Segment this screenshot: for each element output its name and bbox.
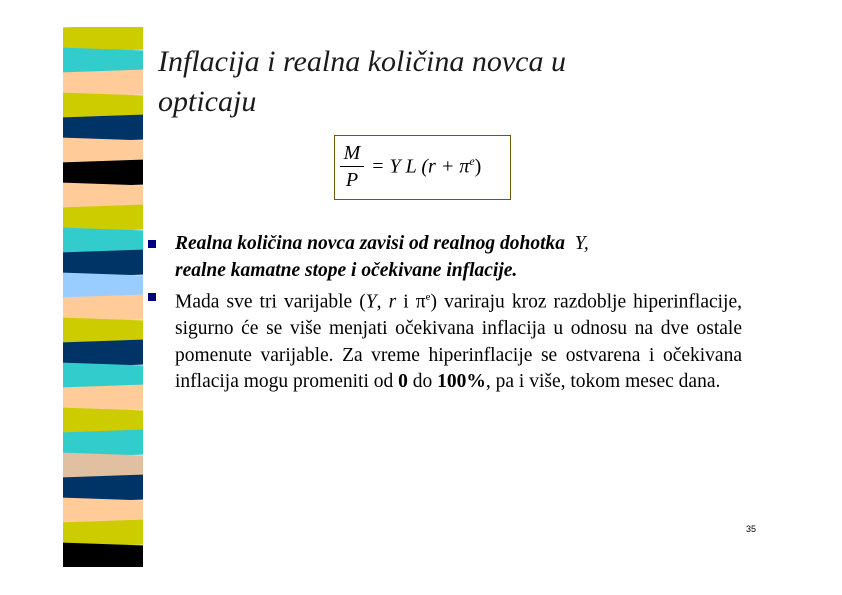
formula-denominator: P xyxy=(345,169,359,191)
formula-fraction xyxy=(340,142,364,191)
decorative-stripe-bar xyxy=(63,27,143,567)
bullet-item-1: Realna količina novca zavisi od realnog dohotka Y, realne kamatne stope i očekivane inflacije. xyxy=(148,231,742,284)
formula-box xyxy=(334,135,511,200)
page-number: 35 xyxy=(746,524,757,534)
formula-rhs: = Y L $(r + \pi^e)$ xyxy=(371,154,482,178)
stripe-band xyxy=(63,542,143,567)
fraction-bar xyxy=(340,166,364,167)
square-bullet-icon xyxy=(148,240,156,248)
bullet-item-2: Mada sve tri varijable (Y, r i $\pi^e$) variraju kroz razdoblje hiperinflacije, sigurno će se više menjati očekivana inflacija u odnosu na dve ostale pomenute varijable. Za vreme hiperinflacije se ostvarena i očekivana inflacija mogu promeniti od 0 do 100%, pa i više, tokom mesec dana. xyxy=(148,284,742,396)
slide-title: Inflacija i realna količina novca u opticaju xyxy=(158,45,566,118)
formula-numerator: M xyxy=(343,142,361,164)
square-bullet-icon xyxy=(148,293,156,301)
bullet-list xyxy=(148,231,742,396)
